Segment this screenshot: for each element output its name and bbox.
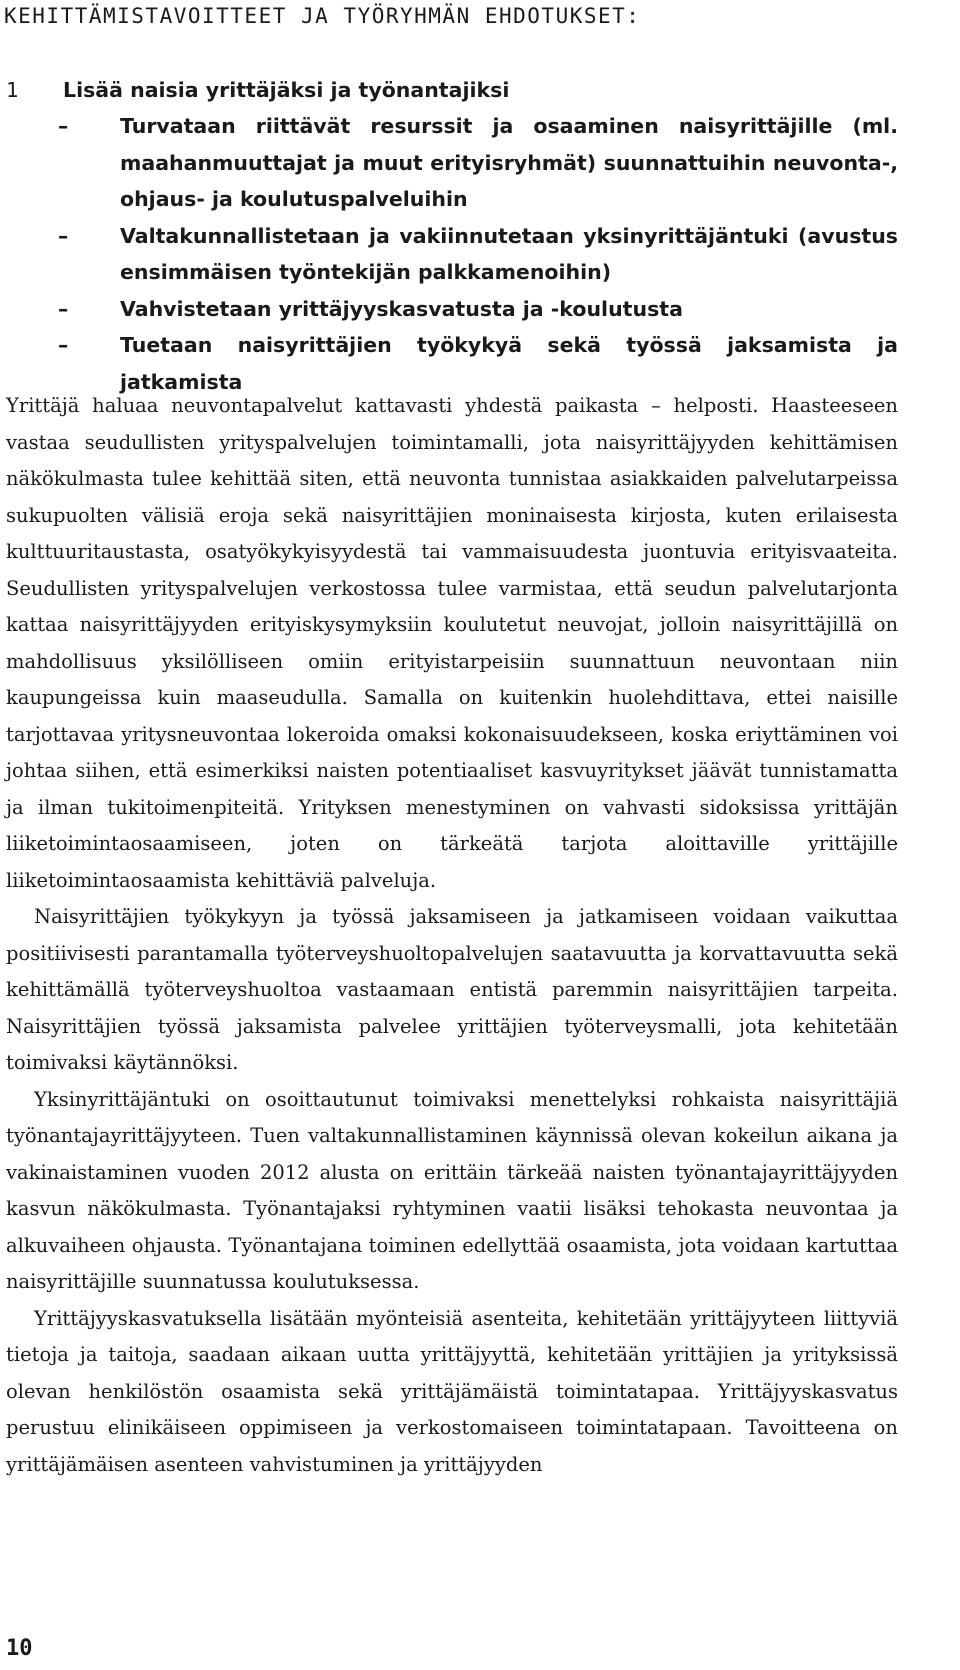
list-item (0, 291, 898, 328)
list-item (0, 108, 898, 218)
dash-marker: – (58, 223, 69, 248)
list-item (0, 218, 898, 291)
paragraph: Yksinyrittäjäntuki on osoittautunut toimivaksi menettelyksi rohkaista naisyrittäjiä työnantajayrittäjyyteen. Tuen valtakunnallistaminen käynnissä olevan kokeilun aikana ja vakinaistaminen vuoden 2012 alusta on erittäin tärkeää naisten työnantajayrittäjyyden kasvun näkökulmasta. Työnantajaksi ryhtyminen vaatii lisäksi tehokasta neuvontaa ja alkuvaiheen ohjausta. Työnantajana toiminen edellyttää osaamista, jota voidaan kartuttaa naisyrittäjille suunnatussa koulutuksessa. (6, 1087, 898, 1293)
section-heading: KEHITTÄMISTAVOITTEET JA TYÖRYHMÄN EHDOTUKSET: (4, 4, 641, 28)
paragraph: Naisyrittäjien työkykyyn ja työssä jaksamiseen ja jatkamiseen voidaan vaikuttaa positiivisesti parantamalla työterveyshuoltopalvelujen saatavuutta ja korvattavuutta sekä kehittämällä työterveyshuoltoa vastaamaan entistä paremmin naisyrittäjien tarpeita. Naisyrittäjien työssä jaksamista palvelee yrittäjien työterveysmalli, jota kehitetään toimivaksi käytännöksi. (6, 905, 898, 1074)
list-item-text: Valtakunnallistetaan ja vakiinnutetaan yksinyrittäjäntuki (avustus ensimmäisen työntekijän palkkamenoihin) (120, 223, 898, 284)
dash-marker: – (58, 296, 69, 321)
list-title: Lisää naisia yrittäjäksi ja työnantajiksi (63, 78, 510, 102)
list-item-text: Tuetaan naisyrittäjien työkykyä sekä työssä jaksamista ja jatkamista (120, 333, 898, 394)
list-item-text: Vahvistetaan yrittäjyyskasvatusta ja -koulutusta (120, 296, 683, 321)
dash-marker: – (58, 114, 69, 138)
body-text (6, 388, 898, 1483)
paragraph: Yrittäjä haluaa neuvontapalvelut kattavasti yhdestä paikasta – helposti. Haasteeseen vastaa seudullisten yrityspalvelujen toimintamalli, jota naisyrittäjyyden kehittämisen näkökulmasta tulee kehittää siten, että neuvonta tunnistaa asiakkaiden palvelutarpeissa sukupuolten välisiä eroja sekä naisyrittäjien moninaisesta kirjosta, kuten erilaisesta kulttuuritaustasta, osatyökykyisyydestä tai vammaisuudesta juontuvia erityisvaateita. Seudullisten yrityspalvelujen verkostossa tulee varmistaa, että seudun palvelutarjonta kattaa naisyrittäjyyden erityiskysymyksiin koulutetut neuvojat, jolloin naisyrittäjillä on mahdollisuus yksilölliseen omiin erityistarpeisiin suunnattuun neuvontaan niin kaupungeissa kuin maaseudulla. Samalla on kuitenkin huolehdittava, ettei naisille tarjottavaa yritysneuvontaa lokeroida omaksi kokonaisuudekseen, koska eriyttäminen voi johtaa siihen, että esimerkiksi naisten potentiaaliset kasvuyritykset jäävät tunnistamatta ja ilman tukitoimenpiteitä. Yrityksen menestyminen on vahvasti sidoksissa yrittäjän liiketoimintaosaamiseen, joten on tärkeätä tarjota aloittaville yrittäjille liiketoimintaosaamista kehittäviä palveluja. (6, 394, 898, 892)
list-item-text: Turvataan riittävät resurssit ja osaaminen naisyrittäjille (ml. maahanmuuttajat ja muut erityisryhmät) suunnattuihin neuvonta-, ohjaus- ja koulutuspalveluihin (120, 114, 898, 211)
dash-marker: – (58, 333, 69, 357)
page-number: 10 (6, 1636, 33, 1661)
paragraph: Yrittäjyyskasvatuksella lisätään myönteisiä asenteita, kehitetään yrittäjyyteen liittyviä tietoja ja taitoja, saadaan aikaan uutta yrittäjyyttä, kehitetään yrittäjien ja yrityksissä olevan henkilöstön osaamista sekä yrittäjämäistä toimintatapaa. Yrittäjyyskasvatus perustuu elinikäiseen oppimiseen ja verkostomaiseen toimintatapaan. Tavoitteena on yrittäjämäisen asenteen vahvistuminen ja yrittäjyyden (6, 1306, 898, 1476)
proposal-bullet-list (0, 108, 960, 400)
list-number: 1 (6, 78, 19, 102)
